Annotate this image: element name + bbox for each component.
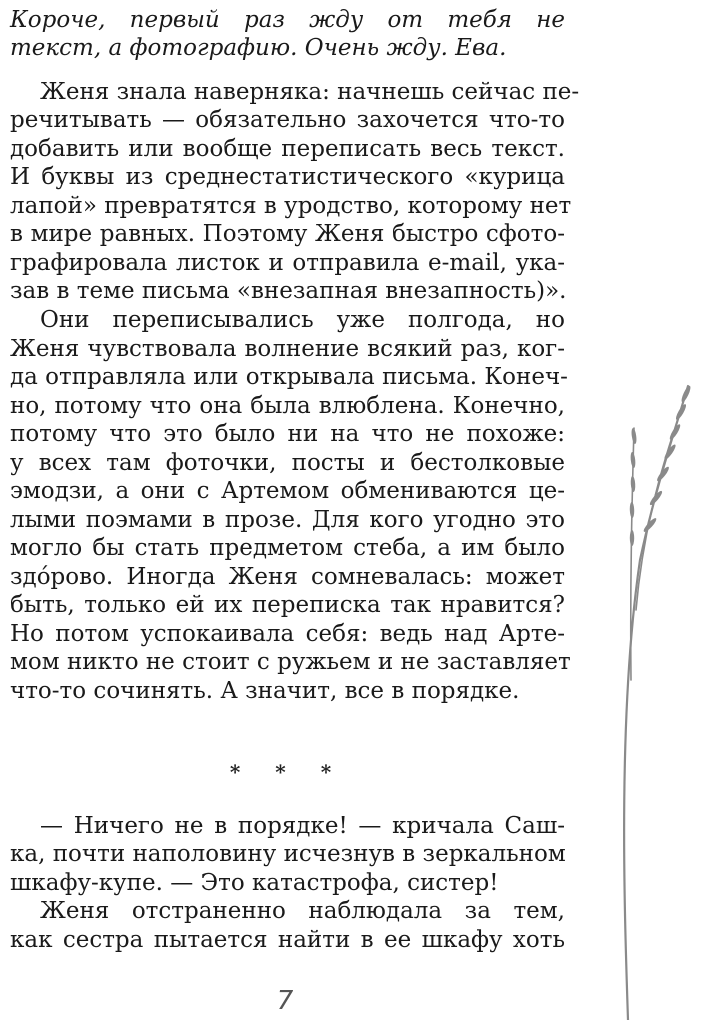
text-line: зав в теме письма «внезапная внезапность)». (10, 278, 567, 304)
text-line: Женя отстраненно наблюдала за тем, (40, 898, 565, 924)
text-line: Женя чувствовала волнение всякий раз, ког- (10, 336, 565, 362)
text-line: И буквы из среднестатистического «курица (10, 164, 565, 190)
text-line: что-то сочинять. А значит, все в порядке. (10, 678, 520, 704)
text-line: здóрово. Иногда Женя сомневалась: может (10, 564, 565, 590)
text-line: добавить или вообще переписать весь текст. (10, 136, 565, 162)
text-line: как сестра пытается найти в ее шкафу хоть (10, 927, 565, 953)
text-line: графировала листок и отправила e-mail, ука- (10, 250, 565, 276)
text-line: речитывать — обязательно захочется что-то (10, 107, 565, 133)
grass-stem-icon (600, 380, 700, 1020)
text-line: лыми поэмами в прозе. Для кого угодно это (10, 507, 565, 533)
text-line: Короче, первый раз жду от тебя не (10, 7, 565, 33)
text-line: Женя знала наверняка: начнешь сейчас пе- (40, 79, 580, 105)
text-line: Они переписывались уже полгода, но (40, 307, 565, 333)
text-line: потому что это было ни на что не похоже: (10, 421, 565, 447)
text-line: шкафу-купе. — Это катастрофа, систер! (10, 870, 499, 896)
text-line: у всех там фоточки, посты и бестолковые (10, 450, 565, 476)
text-line: Но потом успокаивала себя: ведь над Арте- (10, 621, 565, 647)
page-number: 7 (276, 986, 294, 1016)
text-line: ка, почти наполовину исчезнув в зеркальном (10, 841, 566, 867)
text-line: могло бы стать предметом стеба, а им было (10, 535, 565, 561)
text-line: лапой» превратятся в уродство, которому нет (10, 193, 572, 219)
text-line: текст, а фотографию. Очень жду. Ева. (10, 35, 507, 61)
text-line: но, потому что она была влюблена. Конечно, (10, 393, 565, 419)
text-line: эмодзи, а они с Артемом обмениваются це- (10, 478, 565, 504)
text-line: — Ничего не в порядке! — кричала Саш- (40, 813, 565, 839)
text-line: в мире равных. Поэтому Женя быстро сфото- (10, 221, 565, 247)
section-separator: * * * (229, 760, 346, 784)
text-line: мом никто не стоит с ружьем и не заставляет (10, 649, 571, 675)
text-line: быть, только ей их переписка так нравится? (10, 592, 565, 618)
text-line: да отправляла или открывала письма. Конеч- (10, 364, 568, 390)
